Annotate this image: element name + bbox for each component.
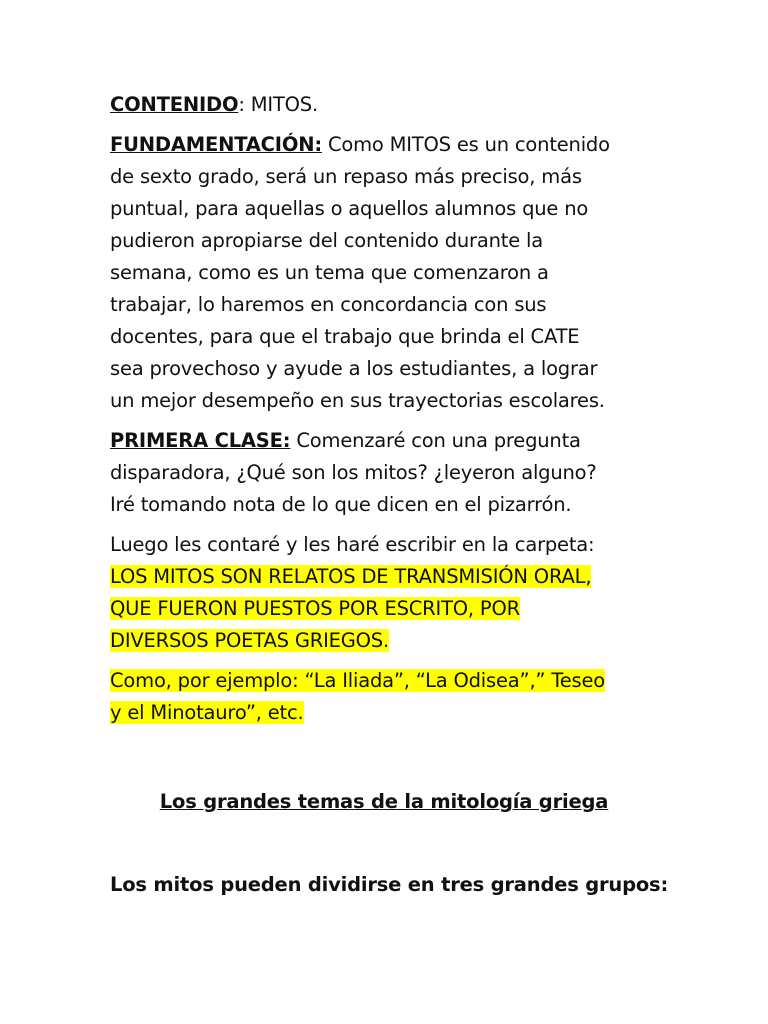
primera-clase-label: PRIMERA CLASE:	[110, 429, 291, 452]
fundamentacion-line: puntual, para aquellas o aquellos alumnos que no	[110, 197, 589, 220]
fundamentacion-line: un mejor desempeño en sus trayectorias escolares.	[110, 389, 605, 412]
fundamentacion-line: docentes, para que el trabajo que brinda el CATE	[110, 325, 580, 348]
highlighted-line	[110, 697, 670, 729]
section-title: Los grandes temas de la mitología griega	[159, 790, 609, 813]
highlighted-text: DIVERSOS POETAS GRIEGOS.	[110, 629, 389, 652]
primera-clase-line	[110, 425, 670, 457]
highlighted-line	[110, 593, 670, 625]
highlighted-text: LOS MITOS SON RELATOS DE TRANSMISIÓN ORAL,	[110, 565, 592, 588]
fundamentacion-line: semana, como es un tema que comenzaron a	[110, 261, 549, 284]
fundamentacion-line	[110, 129, 670, 161]
fundamentacion-line: de sexto grado, será un repaso más preciso, más	[110, 165, 582, 188]
luego-paragraph	[110, 529, 670, 657]
fundamentacion-text: Como MITOS es un contenido	[321, 133, 610, 156]
contenido-text: : MITOS.	[238, 93, 318, 116]
highlighted-line	[110, 625, 670, 657]
fundamentacion-label: FUNDAMENTACIÓN:	[110, 133, 322, 156]
highlighted-text: y el Minotauro”, etc.	[110, 701, 304, 724]
primera-clase-paragraph	[110, 425, 670, 521]
primera-clase-line: Iré tomando nota de lo que dicen en el pizarrón.	[110, 493, 572, 516]
highlighted-text: Como, por ejemplo: “La Iliada”, “La Odisea”,” Teseo	[110, 669, 606, 692]
highlighted-line	[110, 665, 670, 697]
highlighted-line	[110, 561, 670, 593]
contenido-paragraph	[110, 89, 670, 121]
fundamentacion-line: sea provechoso y ayude a los estudiantes, a lograr	[110, 357, 598, 380]
groups-heading: Los mitos pueden dividirse en tres grandes grupos:	[110, 873, 669, 896]
luego-intro: Luego les contaré y les haré escribir en la carpeta:	[110, 533, 595, 556]
fundamentacion-line: trabajar, lo haremos en concordancia con sus	[110, 293, 547, 316]
contenido-label: CONTENIDO	[110, 93, 239, 116]
primera-clase-text: Comenzaré con una pregunta	[290, 429, 581, 452]
highlighted-text: QUE FUERON PUESTOS POR ESCRITO, POR	[110, 597, 520, 620]
fundamentacion-line: pudieron apropiarse del contenido durante la	[110, 229, 543, 252]
fundamentacion-paragraph	[110, 129, 670, 417]
document-body	[110, 89, 670, 737]
primera-clase-line: disparadora, ¿Qué son los mitos? ¿leyeron alguno?	[110, 461, 597, 484]
ejemplo-paragraph	[110, 665, 670, 729]
